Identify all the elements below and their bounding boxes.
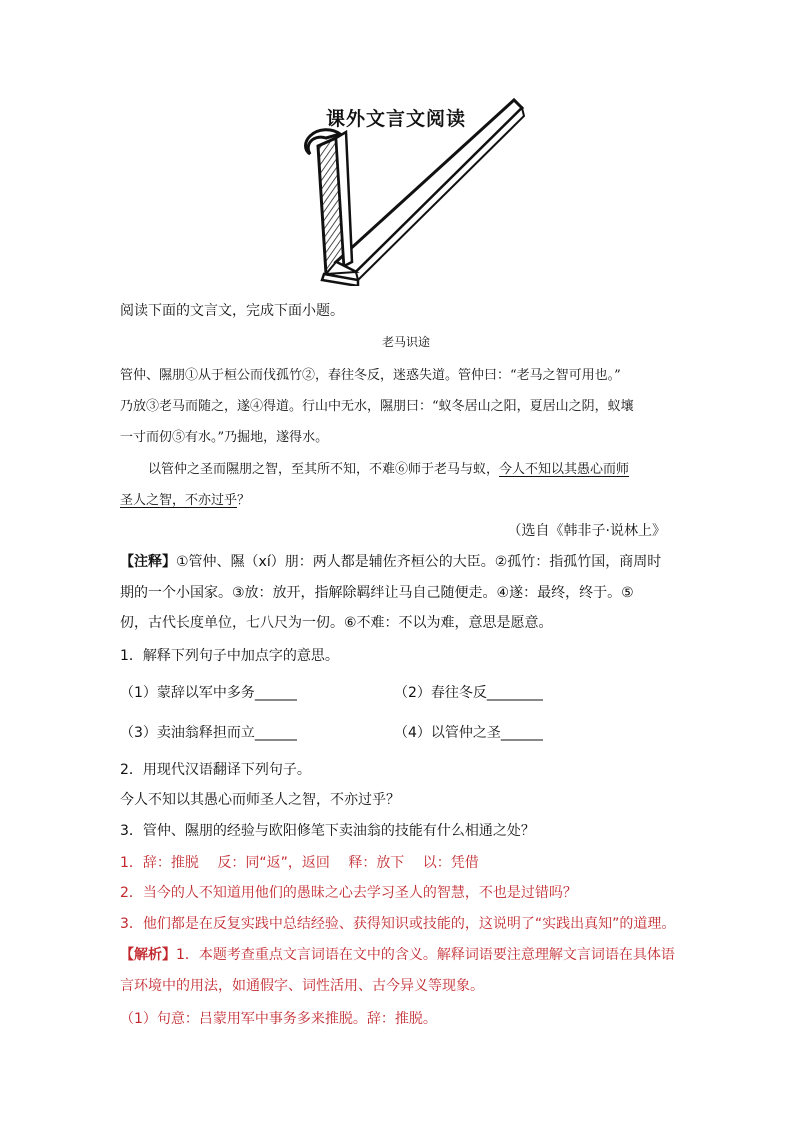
analysis-text: 1．本题考查重点文言词语在文中的含义。解释词语要注意理解文言词语在具体语 xyxy=(176,947,675,963)
notes-text: ①管仲、隰（xí）朋：两人都是辅佐齐桓公的大臣。②孤竹：指孤竹国，商周时 xyxy=(176,554,662,570)
notes-label: 【注释】 xyxy=(120,554,176,570)
analysis-label: 【解析】 xyxy=(120,947,176,963)
question-1-item: （4）以管仲之圣______ xyxy=(394,725,543,741)
analysis-line: 言环境中的用法，如通假字、词性活用、古今异义等现象。 xyxy=(120,978,484,994)
passage-line: 管仲、隰朋①从于桓公而伐孤竹②，春往冬反，迷惑失道。管仲曰：“老马之智可用也。” xyxy=(120,368,621,383)
notes-line: 仞，古代长度单位，七八尺为一仞。⑥不难：不以为难，意思是愿意。 xyxy=(120,615,553,631)
underlined-sentence: 今人不知以其愚心而师 xyxy=(499,462,630,477)
question-1-item: （1）蒙辞以军中多务______ xyxy=(120,685,297,701)
answer-3: 3．他们都是在反复实践中总结经验、获得知识或技能的，这说明了“实践出真知”的道理。 xyxy=(120,916,676,932)
passage-heading: 老马识途 xyxy=(382,335,431,349)
analysis-line: （1）句意：吕蒙用军中事务多来推脱。辞：推脱。 xyxy=(120,1011,437,1027)
passage-line: 乃放③老马而随之，遂④得道。行山中无水，隰朋曰：“蚁冬居山之阳，夏居山之阴，蚁壤 xyxy=(120,399,634,414)
question-2: 2．用现代汉语翻译下列句子。 xyxy=(120,762,311,778)
passage-line xyxy=(120,489,250,508)
notes-line: 期的一个小国家。③放：放开，指解除羁绊让马自己随便走。④遂：最终，终于。⑤ xyxy=(120,585,634,601)
passage-text: 以管仲之圣而隰朋之智，至其所不知，不难⑥师于老马与蚁， xyxy=(148,462,500,477)
passage-text: ？ xyxy=(237,493,251,508)
passage-line xyxy=(148,458,629,477)
passage-source: （选自《韩非子·说林上》 xyxy=(507,523,666,539)
analysis-line xyxy=(120,944,675,964)
page-title: 课外文言文阅读 xyxy=(326,108,467,130)
question-1-item: （2）春往冬反________ xyxy=(394,685,543,701)
question-1-item: （3）卖油翁释担而立______ xyxy=(120,725,297,741)
answer-1: 1．辞：推脱 反：同“返”，返回 释：放下 以：凭借 xyxy=(120,855,479,871)
answer-2: 2．当今的人不知道用他们的愚昧之心去学习圣人的智慧，不也是过错吗？ xyxy=(120,885,577,901)
question-1: 1．解释下列句子中加点字的意思。 xyxy=(120,648,339,664)
question-3: 3．管仲、隰朋的经验与欧阳修笔下卖油翁的技能有什么相通之处？ xyxy=(120,823,535,839)
instruction: 阅读下面的文言文，完成下面小题。 xyxy=(120,303,344,319)
passage-line: 一寸而仞⑤有水。”乃掘地，遂得水。 xyxy=(120,430,329,445)
question-2-sentence: 今人不知以其愚心而师圣人之智，不亦过乎？ xyxy=(120,792,400,808)
notes-line xyxy=(120,551,661,571)
underlined-sentence: 圣人之智，不亦过乎 xyxy=(120,493,238,508)
